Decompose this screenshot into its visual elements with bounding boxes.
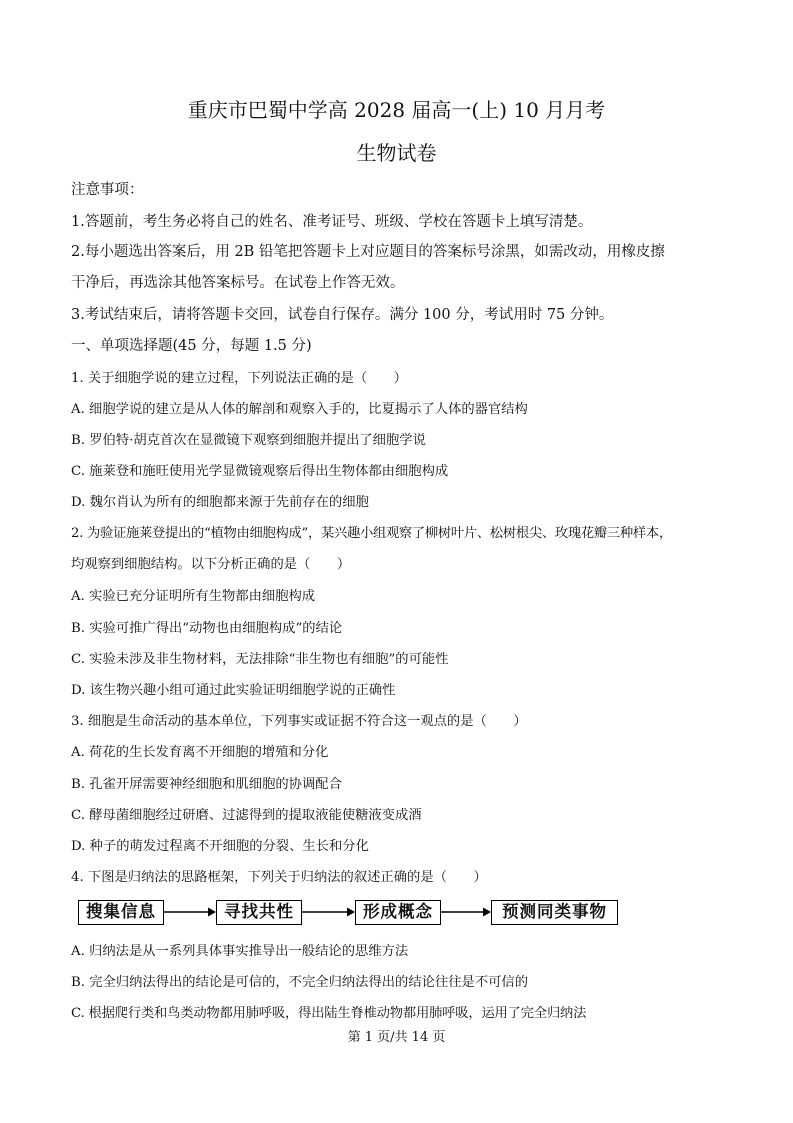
notes-item-3: 3.考试结束后，请将答题卡交回，试卷自行保存。满分 100 分，考试用时 75 分钟。 xyxy=(71,307,614,323)
question-3-stem: 3. 细胞是生命活动的基本单位，下列事实或证据不符合这一观点的是（ ） xyxy=(71,714,527,729)
notes-item-2-line-2: 干净后，再选涂其他答案标号。在试卷上作答无效。 xyxy=(71,275,405,291)
exam-subtitle: 生物试卷 xyxy=(356,141,437,165)
flow-box-1: 搜集信息 xyxy=(78,900,164,925)
question-1-option-b: B. 罗伯特·胡克首次在显微镜下观察到细胞并提出了细胞学说 xyxy=(71,433,426,448)
flow-box-3: 形成概念 xyxy=(355,900,441,925)
question-3-option-c: C. 酵母菌细胞经过研磨、过滤得到的提取液能使糖液变成酒 xyxy=(71,808,422,823)
question-3-option-b: B. 孔雀开屏需要神经细胞和肌细胞的协调配合 xyxy=(71,777,342,792)
flow-arrow-icon xyxy=(302,905,355,919)
question-3-option-a: A. 荷花的生长发育离不开细胞的增殖和分化 xyxy=(71,745,329,760)
section-heading: 一、单项选择题(45 分，每题 1.5 分) xyxy=(71,338,312,354)
question-2-option-b: B. 实验可推广得出“动物也由细胞构成”的结论 xyxy=(71,621,343,636)
question-4-stem: 4. 下图是归纳法的思路框架，下列关于归纳法的叙述正确的是（ ） xyxy=(71,870,487,885)
question-2-option-d: D. 该生物兴趣小组可通过此实验证明细胞学说的正确性 xyxy=(71,683,396,698)
question-1-stem: 1. 关于细胞学说的建立过程，下列说法正确的是（ ） xyxy=(71,371,408,386)
flow-box-2: 寻找共性 xyxy=(216,900,302,925)
question-2-option-c: C. 实验未涉及非生物材料，无法排除“非生物也有细胞”的可能性 xyxy=(71,652,449,667)
question-2-option-a: A. 实验已充分证明所有生物都由细胞构成 xyxy=(71,589,316,604)
question-4-option-b: B. 完全归纳法得出的结论是可信的，不完全归纳法得出的结论往往是不可信的 xyxy=(71,975,529,990)
question-2-stem-line-1: 2. 为验证施莱登提出的“植物由细胞构成”，某兴趣小组观察了柳树叶片、松树根尖、玫瑰花瓣三种样本， xyxy=(71,526,672,541)
question-3-option-d: D. 种子的萌发过程离不开细胞的分裂、生长和分化 xyxy=(71,839,369,854)
flow-arrow-icon xyxy=(441,905,491,919)
question-4-option-c: C. 根据爬行类和鸟类动物都用肺呼吸，得出陆生脊椎动物都用肺呼吸，运用了完全归纳法 xyxy=(71,1006,587,1021)
notes-heading: 注意事项： xyxy=(71,182,144,198)
page-footer: 第 1 页/共 14 页 xyxy=(347,1030,446,1045)
induction-flow-diagram xyxy=(78,898,618,928)
question-4-option-a: A. 归纳法是从一系列具体事实推导出一般结论的思维方法 xyxy=(71,944,409,959)
question-1-option-c: C. 施莱登和施旺使用光学显微镜观察后得出生物体都由细胞构成 xyxy=(71,464,449,479)
notes-item-2-line-1: 2.每小题选出答案后，用 2B 铅笔把答题卡上对应题目的答案标号涂黑，如需改动，用橡皮擦 xyxy=(71,244,665,260)
flow-arrow-icon xyxy=(164,905,216,919)
question-1-option-d: D. 魏尔肖认为所有的细胞都来源于先前存在的细胞 xyxy=(71,495,369,510)
question-1-option-a: A. 细胞学说的建立是从人体的解剖和观察入手的，比夏揭示了人体的器官结构 xyxy=(71,402,528,417)
exam-title: 重庆市巴蜀中学高 2028 届高一(上) 10 月月考 xyxy=(187,98,606,122)
question-2-stem-line-2: 均观察到细胞结构。以下分析正确的是（ ） xyxy=(71,557,351,572)
flow-box-4: 预测同类事物 xyxy=(491,900,618,925)
notes-item-1: 1.答题前，考生务必将自己的姓名、准考证号、班级、学校在答题卡上填写清楚。 xyxy=(71,214,593,230)
